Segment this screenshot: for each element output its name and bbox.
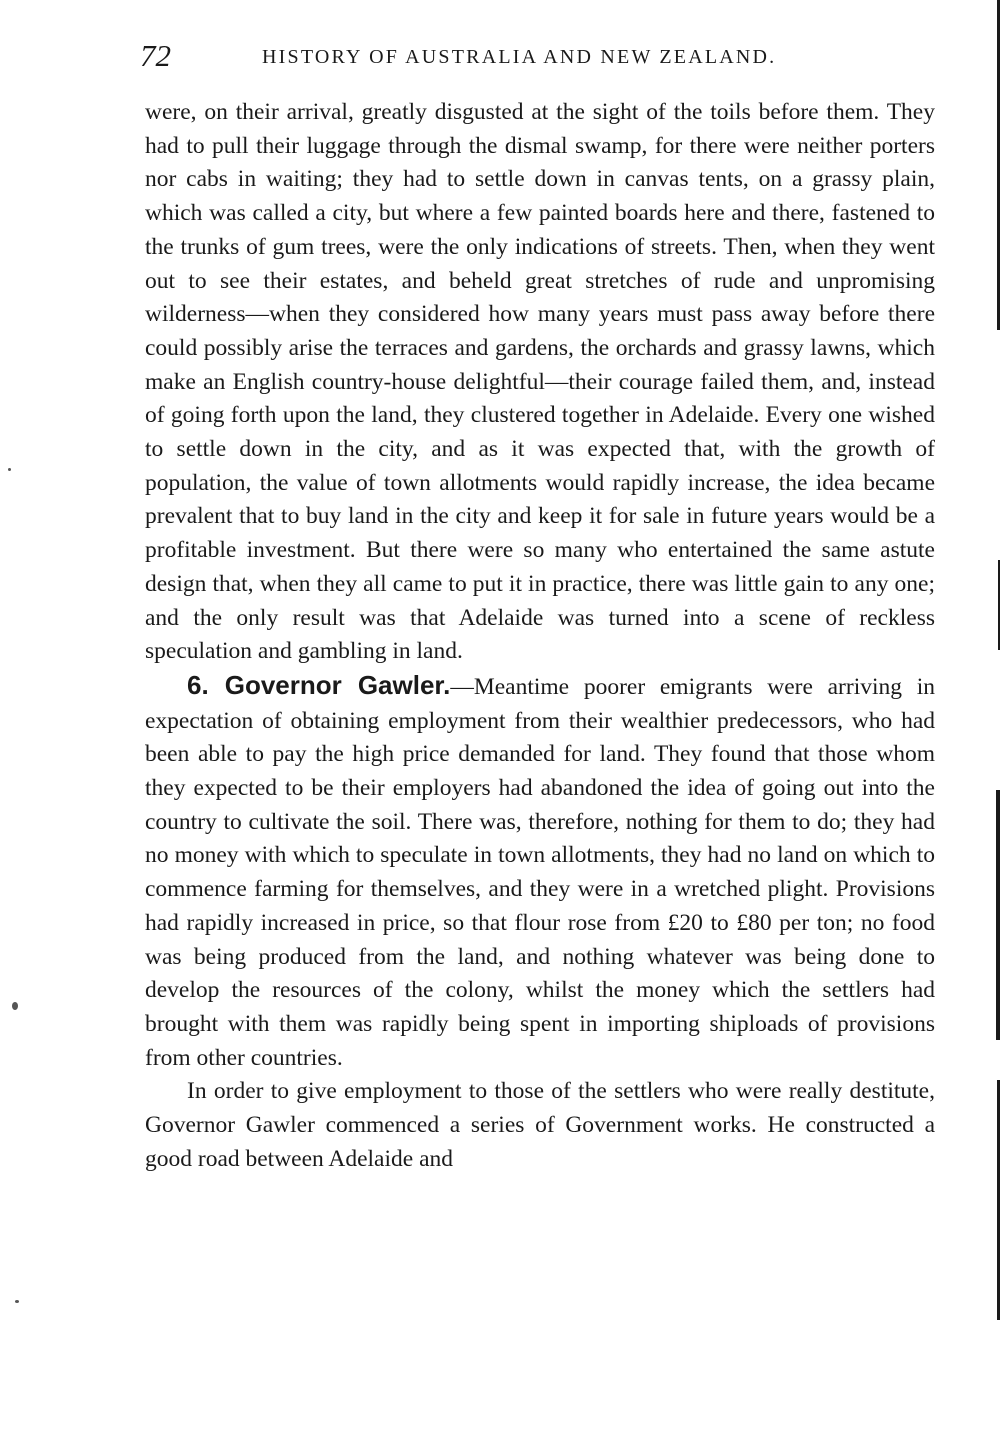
scan-speck [15,1300,19,1303]
scan-speck [12,1002,18,1010]
section-heading: 6. Governor Gawler. [187,669,451,700]
paragraph-governor-gawler [145,669,935,1075]
paragraph-government-works: In order to give employment to those of the settlers who were really destitute, Governor Gawler commenced a series of Government works. He constructed a good road between Adelaide and [145,1078,935,1172]
scan-edge-mark [996,790,1000,1040]
paragraph-governor-gawler-text: —Meantime poorer emigrants were arriving in expectation of obtaining employment from their wealthier predecessors, who had been able to pay the high price demanded for land. They found that those whom they expected to be their employers had abandoned the idea of going out into the country to cultivate the soil. There was, therefore, nothing for them to do; they had no money with which to speculate in town allotments, they had no land on which to commence farming for themselves, and they were in a wretched plight. Provisions had rapidly increased in price, so that flour rose from £20 to £80 per ton; no food was being produced from the land, and nothing whatever was being done to develop the resources of the colony, whilst the money which the settlers had brought with them was rapidly being spent in importing shiploads of provisions from other countries. [145,673,936,1071]
page-number: 72 [140,38,171,73]
paragraph-continuation: were, on their arrival, greatly disgusted at the sight of the toils before them. They had to pull their luggage through the dismal swamp, for there were neither porters nor cabs in waiting; they had to settle down in canvas tents, on a grassy plain, which was called a city, but where a few painted boards here and there, fastened to the trunks of gum trees, were the only indications of streets. Then, when they went out to see their estates, and beheld great stretches of rude and unpromising wilderness—when they considered how many years must pass away before there could possibly arise the terraces and gardens, the orchards and grassy lawns, which make an English country-house delightful—their courage failed them, and, instead of going forth upon the land, they clustered together in Adelaide. Every one wished to settle down in the city, and as it was expected that, with the growth of population, the value of town allotments would rapidly increase, the idea became prevalent that to buy land in the city and keep it for sale in future years would be a profitable investment. But there were so many who entertained the same astute design that, when they all came to put it in practice, there was little gain to any one; and the only result was that Adelaide was turned into a scene of reckless speculation and gambling in land. [145,99,935,665]
running-title: HISTORY OF AUSTRALIA AND NEW ZEALAND. [262,46,777,68]
body-text [145,96,935,1177]
running-head [140,38,940,78]
scan-speck [8,468,11,471]
